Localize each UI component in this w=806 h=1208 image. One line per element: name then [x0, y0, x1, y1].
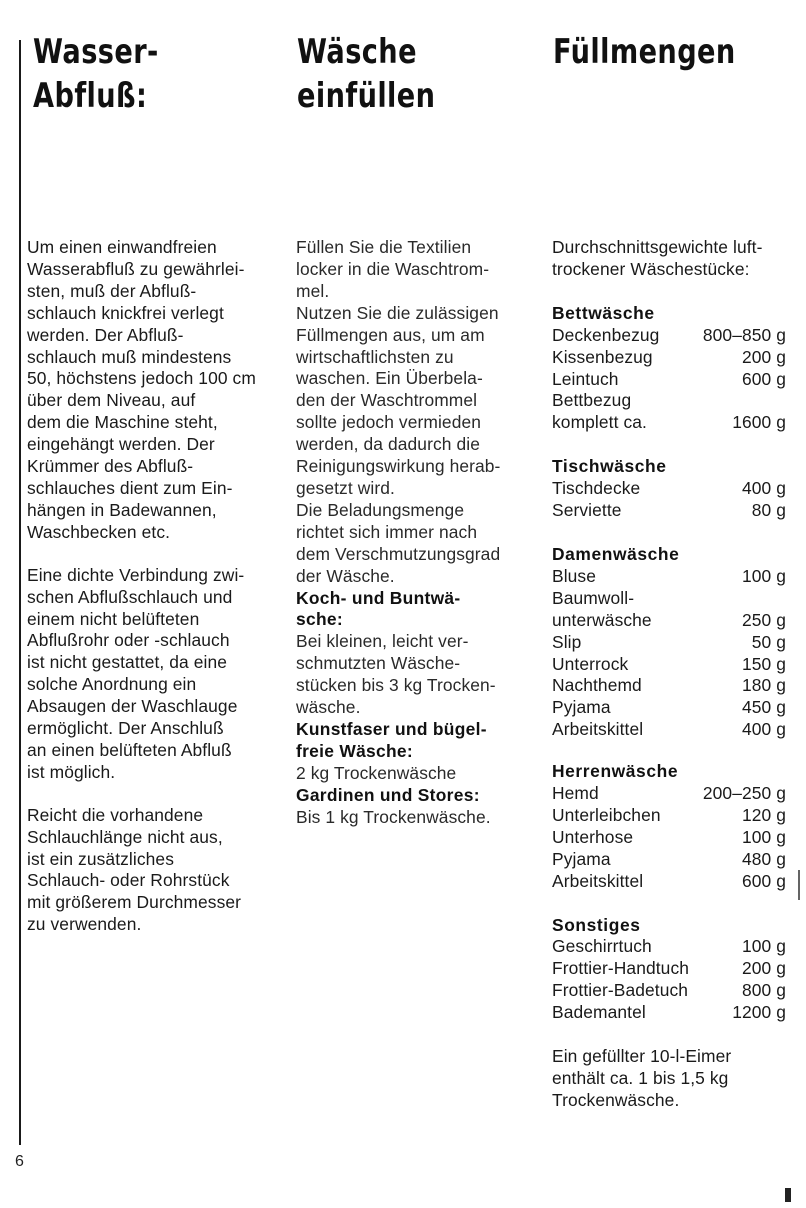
item-label: Unterhose	[552, 826, 634, 847]
heading-line: Füllmengen	[553, 32, 736, 72]
text-line: 2 kg Trockenwäsche	[296, 762, 457, 783]
weight-row	[552, 610, 786, 632]
text-line: Die Beladungsmenge	[296, 499, 465, 520]
text-line: gesetzt wird.	[296, 477, 395, 498]
intro	[552, 237, 786, 281]
text-line: schlauch muß mindestens	[27, 346, 232, 367]
water-drain-column	[27, 237, 285, 936]
text-line: Abflußrohr oder -schlauch	[27, 630, 230, 651]
item-label: Pyjama	[552, 848, 611, 869]
weight-row	[552, 719, 786, 741]
section-title: sche:	[296, 609, 343, 630]
item-weight: 400 g	[741, 719, 786, 740]
item-label: Slip	[552, 631, 582, 652]
item-weight: 200 g	[741, 346, 786, 367]
item-weight: 1200 g	[732, 1002, 786, 1023]
item-label: Leintuch	[552, 368, 619, 389]
text-line: Bis 1 kg Trockenwäsche.	[296, 806, 491, 827]
paragraph	[27, 565, 285, 784]
paragraph	[27, 805, 285, 936]
text-line: waschen. Ein Überbela-	[296, 368, 483, 389]
item-label: Geschirrtuch	[552, 936, 652, 957]
category-title: Sonstiges	[552, 914, 641, 935]
item-weight: 800–850 g	[702, 324, 786, 345]
text-line: 50, höchstens jedoch 100 cm	[27, 368, 256, 389]
text-line: wäsche.	[296, 697, 361, 718]
item-label: Bademantel	[552, 1002, 646, 1023]
item-weight: 150 g	[741, 653, 786, 674]
text-line: Schlauch- oder Rohrstück	[27, 870, 230, 891]
item-weight: 400 g	[741, 478, 786, 499]
text-line: Schlauchlänge nicht aus,	[27, 826, 223, 847]
item-weight: 200 g	[741, 958, 786, 979]
weight-row	[552, 697, 786, 719]
text-line: mit größerem Durchmesser	[27, 892, 242, 913]
item-label: Deckenbezug	[552, 324, 660, 345]
scan-mark	[798, 870, 800, 900]
weight-row	[552, 936, 786, 958]
text-line: schlauches dient zum Ein-	[27, 477, 233, 498]
text-line: Nutzen Sie die zulässigen	[296, 302, 499, 323]
section-cook-colored	[296, 588, 532, 719]
paragraph	[296, 237, 532, 303]
item-weight: 200–250 g	[702, 783, 786, 804]
section-synthetics	[296, 719, 532, 785]
weight-row	[552, 805, 786, 827]
left-margin-rule	[19, 40, 21, 1145]
item-weight: 180 g	[741, 675, 786, 696]
item-weight: 250 g	[741, 609, 786, 630]
item-label: Arbeitskittel	[552, 719, 644, 740]
item-weight: 100 g	[741, 826, 786, 847]
weight-row	[552, 390, 786, 412]
item-weight: 1600 g	[732, 412, 786, 433]
text-line: dem Verschmutzungsgrad	[296, 543, 501, 564]
weight-row	[552, 478, 786, 500]
text-line: schen Abflußschlauch und	[27, 586, 233, 607]
item-weight: 120 g	[741, 804, 786, 825]
item-label: komplett ca.	[552, 412, 647, 433]
footer-note	[552, 1046, 786, 1112]
text-line: trockener Wäschestücke:	[552, 258, 750, 279]
text-line: schmutzten Wäsche-	[296, 653, 461, 674]
text-line: Wasserabfluß zu gewährlei-	[27, 258, 245, 279]
text-line: Füllen Sie die Textilien	[296, 237, 472, 257]
section-title: Koch- und Buntwä-	[296, 587, 461, 608]
weight-row	[552, 500, 786, 522]
text-line: solche Anordnung ein	[27, 674, 197, 695]
weight-row	[552, 369, 786, 391]
section-curtains	[296, 785, 532, 829]
text-line: Eine dichte Verbindung zwi-	[27, 564, 245, 585]
text-line: an einen belüfteten Abfluß	[27, 739, 232, 760]
weight-row	[552, 675, 786, 697]
weight-row	[552, 654, 786, 676]
item-label: Bluse	[552, 565, 597, 586]
paragraph	[296, 303, 532, 500]
text-line: dem die Maschine steht,	[27, 412, 218, 433]
scan-mark	[785, 1188, 791, 1202]
weight-row	[552, 958, 786, 980]
category-ladies-wear	[552, 544, 786, 741]
item-label: Hemd	[552, 783, 599, 804]
text-line: Reicht die vorhandene	[27, 804, 204, 825]
text-line: mel.	[296, 280, 330, 301]
item-weight: 50 g	[751, 631, 786, 652]
item-label: Arbeitskittel	[552, 870, 644, 891]
text-line: Um einen einwandfreien	[27, 237, 217, 257]
category-title: Bettwäsche	[552, 302, 655, 323]
weight-row	[552, 566, 786, 588]
weight-row	[552, 827, 786, 849]
section-title: freie Wäsche:	[296, 740, 413, 761]
weight-row	[552, 325, 786, 347]
text-line: Füllmengen aus, um am	[296, 324, 485, 345]
text-line: über dem Niveau, auf	[27, 390, 196, 411]
text-line: stücken bis 3 kg Trocken-	[296, 675, 496, 696]
item-weight: 100 g	[741, 565, 786, 586]
item-label: Unterleibchen	[552, 804, 661, 825]
category-mens-wear	[552, 761, 786, 892]
category-table-linen	[552, 456, 786, 522]
item-weight: 80 g	[751, 500, 786, 521]
section-title: Gardinen und Stores:	[296, 784, 480, 805]
paragraph	[296, 500, 532, 588]
page-number: 6	[15, 1153, 24, 1170]
fill-quantities-column	[552, 237, 786, 1112]
text-line: sten, muß der Abfluß-	[27, 280, 197, 301]
item-label: unterwäsche	[552, 609, 652, 630]
text-line: Durchschnittsgewichte luft-	[552, 237, 763, 257]
item-label: Bettbezug	[552, 390, 632, 411]
section-title: Kunstfaser und bügel-	[296, 718, 487, 739]
text-line: ist möglich.	[27, 761, 116, 782]
text-line: ist ein zusätzliches	[27, 848, 174, 869]
text-line: wirtschaftlichsten zu	[296, 346, 454, 367]
weight-row	[552, 849, 786, 871]
text-line: Trockenwäsche.	[552, 1089, 680, 1110]
text-line: schlauch knickfrei verlegt	[27, 302, 224, 323]
fill-laundry-column	[296, 237, 532, 828]
text-line: Absaugen der Waschlauge	[27, 696, 238, 717]
item-label: Baumwoll-	[552, 587, 635, 608]
category-title: Damenwäsche	[552, 543, 680, 564]
heading-fill-laundry	[297, 30, 435, 118]
weight-row	[552, 412, 786, 434]
category-bed-linen	[552, 303, 786, 434]
item-label: Nachthemd	[552, 675, 642, 696]
heading-fill-quantities	[553, 30, 736, 74]
text-line: Bei kleinen, leicht ver-	[296, 631, 469, 652]
weight-row	[552, 588, 786, 610]
text-line: locker in die Waschtrom-	[296, 258, 490, 279]
item-label: Kissenbezug	[552, 346, 653, 367]
text-line: sollte jedoch vermieden	[296, 412, 482, 433]
item-label: Pyjama	[552, 697, 611, 718]
text-line: hängen in Badewannen,	[27, 499, 217, 520]
text-line: Reinigungswirkung herab-	[296, 456, 501, 477]
category-title: Tischwäsche	[552, 456, 667, 477]
text-line: zu verwenden.	[27, 914, 142, 935]
text-line: ist nicht gestattet, da eine	[27, 652, 228, 673]
item-weight: 600 g	[741, 870, 786, 891]
item-weight: 100 g	[741, 936, 786, 957]
weight-row	[552, 783, 786, 805]
text-line: ermöglicht. Der Anschluß	[27, 718, 224, 739]
text-line: Waschbecken etc.	[27, 521, 171, 542]
heading-line: Abfluß:	[33, 76, 148, 116]
heading-line: Wäsche	[297, 32, 417, 72]
text-line: eingehängt werden. Der	[27, 434, 215, 455]
item-label: Serviette	[552, 500, 622, 521]
item-label: Frottier-Handtuch	[552, 958, 690, 979]
item-weight: 800 g	[741, 980, 786, 1001]
weight-row	[552, 1002, 786, 1024]
text-line: Krümmer des Abfluß-	[27, 456, 194, 477]
item-weight: 450 g	[741, 697, 786, 718]
heading-water-drain	[33, 30, 159, 118]
text-line: den der Waschtrommel	[296, 390, 478, 411]
text-line: Ein gefüllter 10-l-Eimer	[552, 1046, 732, 1067]
text-line: werden, da dadurch die	[296, 434, 480, 455]
item-weight: 600 g	[741, 368, 786, 389]
text-line: der Wäsche.	[296, 565, 395, 586]
text-line: enthält ca. 1 bis 1,5 kg	[552, 1068, 729, 1088]
heading-line: einfüllen	[297, 76, 436, 116]
item-weight: 480 g	[741, 848, 786, 869]
text-line: werden. Der Abfluß-	[27, 324, 184, 345]
paragraph	[27, 237, 285, 544]
category-title: Herrenwäsche	[552, 761, 679, 782]
heading-line: Wasser-	[33, 32, 159, 72]
item-label: Frottier-Badetuch	[552, 980, 689, 1001]
weight-row	[552, 347, 786, 369]
weight-row	[552, 871, 786, 893]
text-line: richtet sich immer nach	[296, 521, 478, 542]
category-miscellaneous	[552, 915, 786, 1025]
weight-row	[552, 632, 786, 654]
weight-row	[552, 980, 786, 1002]
text-line: einem nicht belüfteten	[27, 608, 200, 629]
item-label: Unterrock	[552, 653, 629, 674]
item-label: Tischdecke	[552, 478, 641, 499]
